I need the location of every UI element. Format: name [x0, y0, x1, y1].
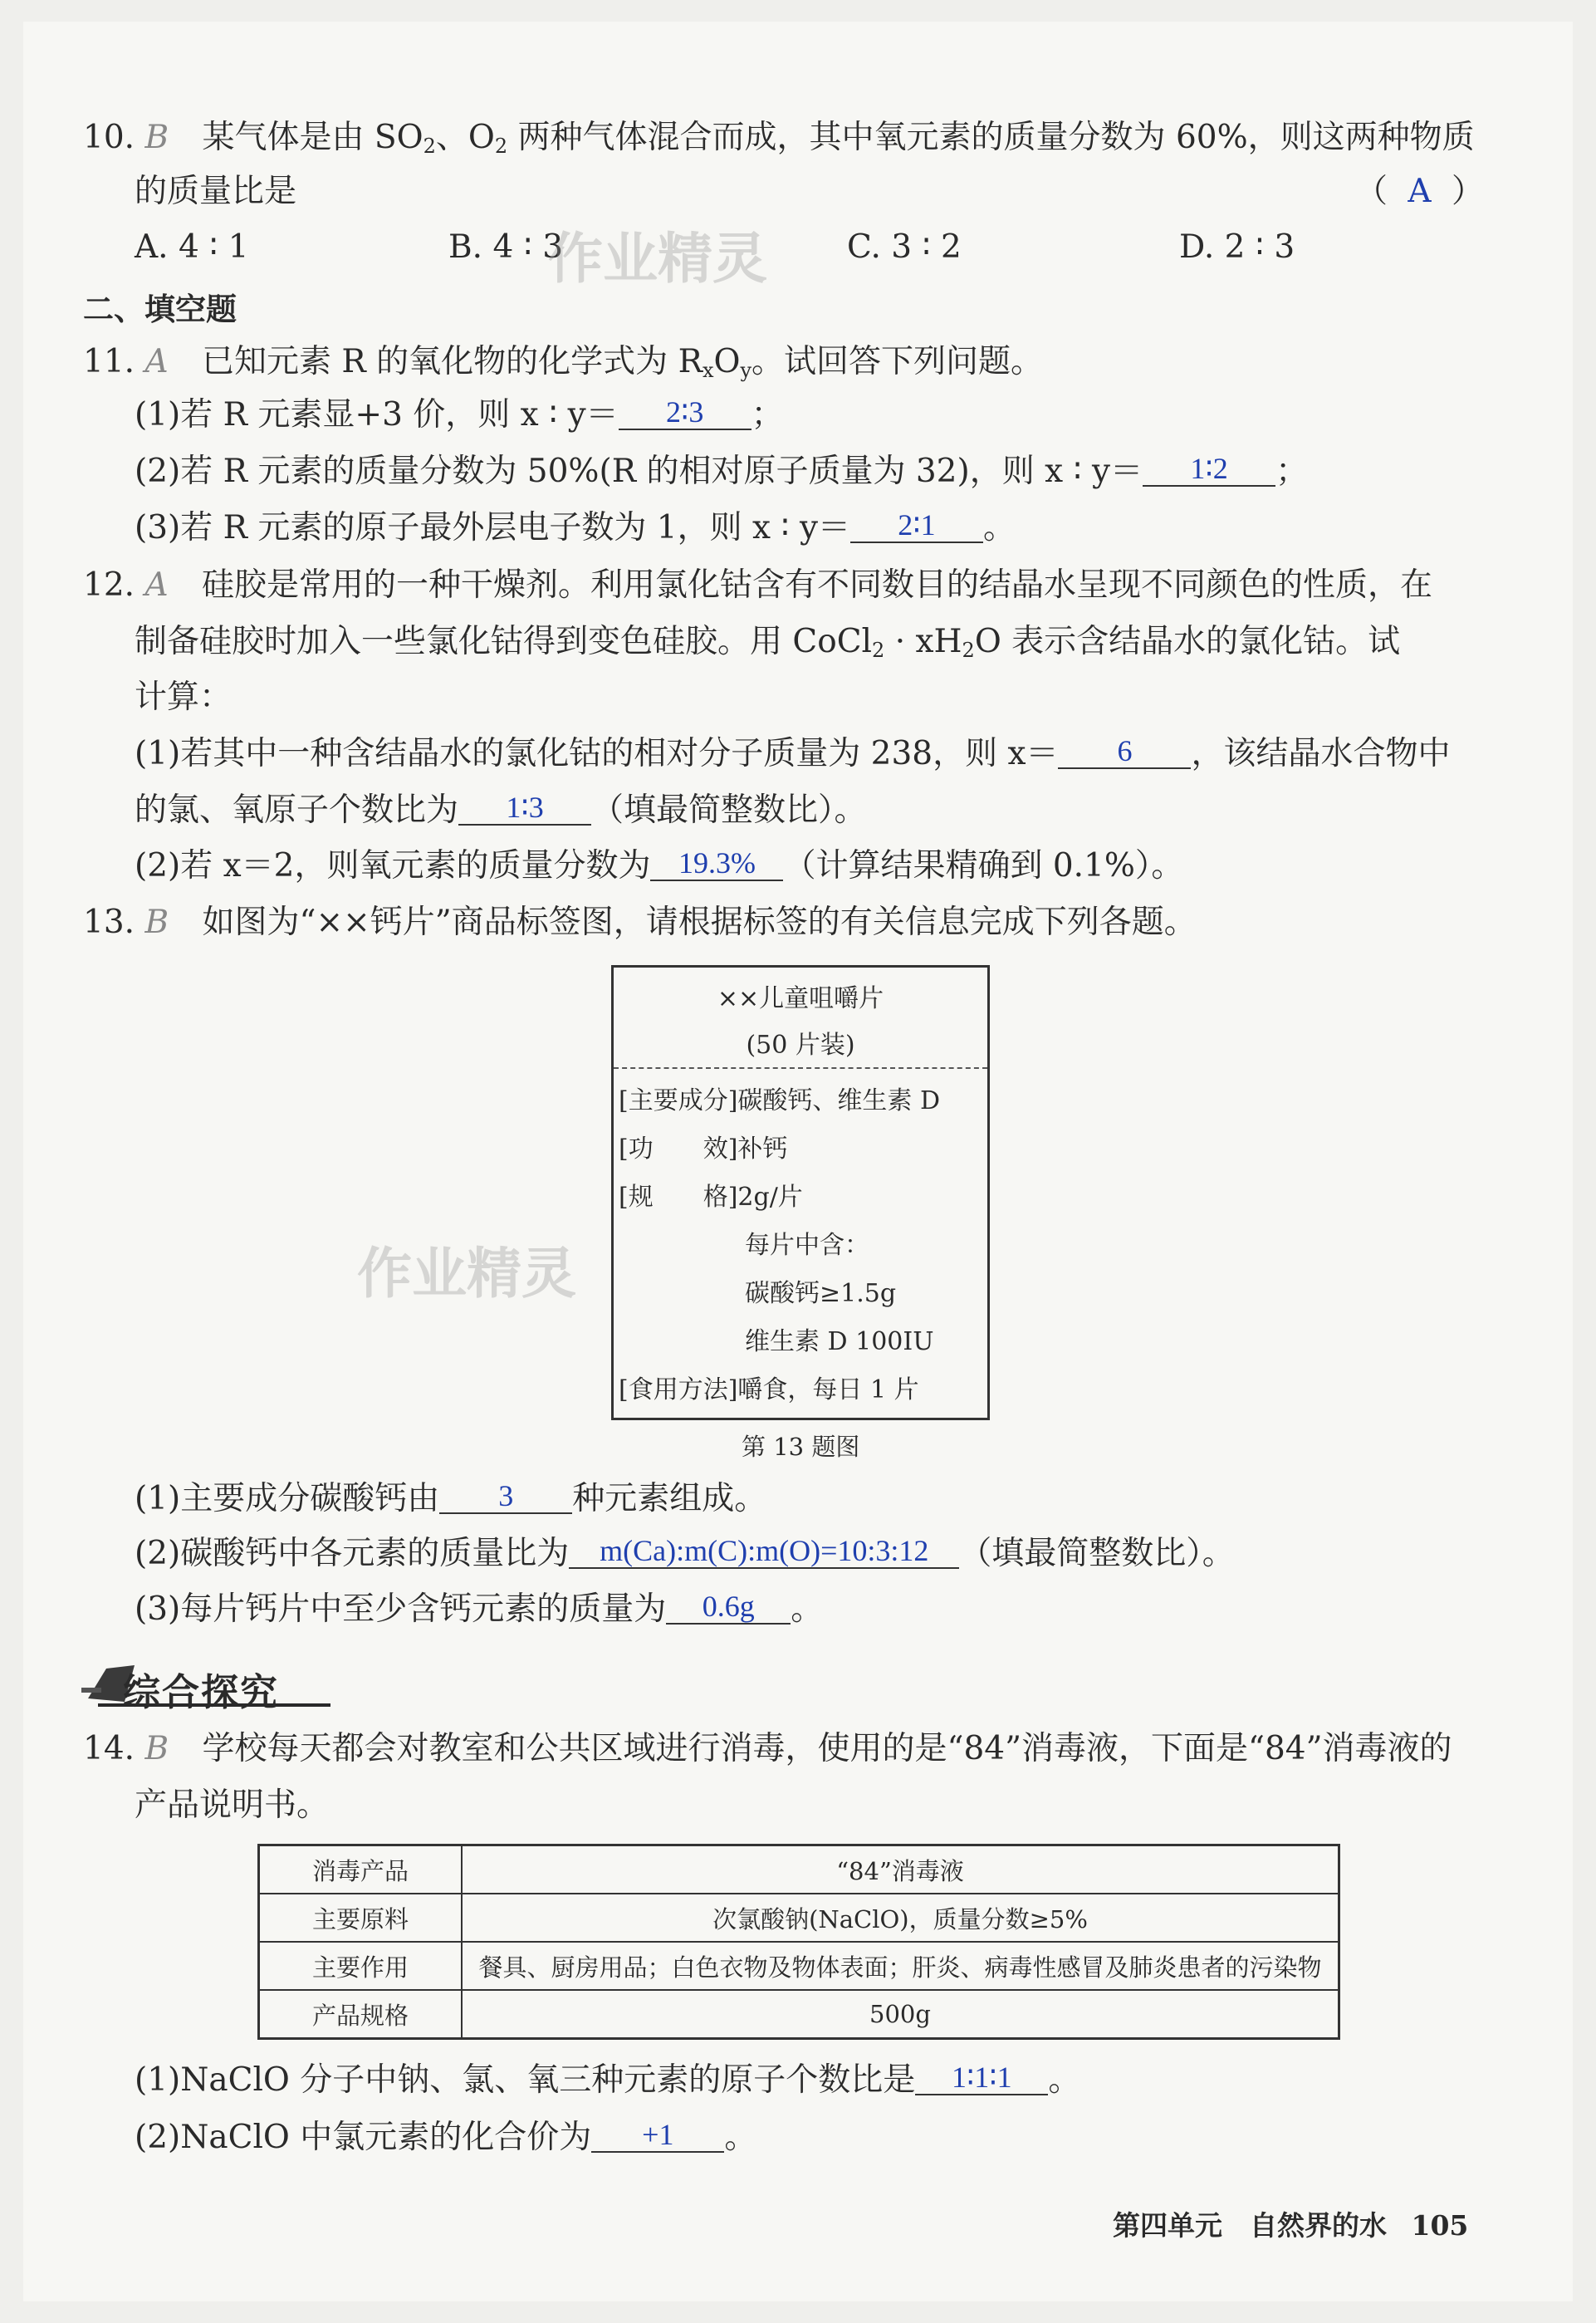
question-text: 硅胶是常用的一种干燥剂。利用氯化钴含有不同数目的结晶水呈现不同颜色的性质，在 — [202, 566, 1433, 604]
table-value: “84”消毒液 — [462, 1845, 1339, 1894]
subscript: 2 — [872, 639, 885, 662]
answer-blank: 0.6g — [666, 1590, 791, 1625]
question-12 — [83, 562, 1432, 609]
table-row — [259, 1942, 1339, 1990]
question-text: 种元素组成。 — [572, 1480, 767, 1517]
question-12-part1-line2 — [135, 787, 867, 834]
watermark: 作业精灵 — [548, 227, 767, 291]
question-number: 13. — [83, 904, 135, 941]
difficulty-grade: B — [144, 1730, 169, 1767]
question-number: 10. — [83, 119, 135, 156]
table-value: 餐具、厨房用品；白色衣物及物体表面；肝炎、病毒性感冒及肺炎患者的污染物 — [462, 1942, 1339, 1990]
label-row: 维生素 D 100IU — [745, 1327, 934, 1356]
label-row: 碳酸钙≥1.5g — [745, 1279, 897, 1308]
question-text: 、O — [435, 119, 495, 156]
difficulty-grade: A — [144, 343, 169, 380]
table-row — [259, 1990, 1339, 2039]
punct: ； — [1275, 453, 1309, 490]
answer-blank: 6 — [1058, 734, 1191, 769]
question-number: 14. — [83, 1730, 135, 1767]
answer-bracket — [1355, 169, 1484, 215]
subscript: x — [702, 359, 714, 382]
question-10 — [83, 115, 1475, 169]
question-text: （填最简整数比）。 — [591, 791, 867, 829]
table-key: 主要作用 — [259, 1942, 463, 1990]
difficulty-grade: A — [144, 566, 169, 604]
subscript: 2 — [962, 639, 975, 662]
page-footer — [1113, 2204, 1468, 2243]
answer-blank: m(Ca):m(C):m(O)=10:3:12 — [569, 1534, 959, 1569]
watermark: 作业精灵 — [357, 1242, 576, 1306]
question-text: (1)若 R 元素显+3 价，则 x ∶ y＝ — [135, 396, 619, 434]
unit-title: 第四单元 自然界的水 — [1113, 2209, 1387, 2242]
question-text: (2)NaClO 中氯元素的化合价为 — [135, 2119, 592, 2156]
bracket-open: （ — [1355, 173, 1388, 210]
question-text: O 表示含结晶水的氯化钴。试 — [974, 623, 1401, 660]
figure-caption: 第 13 题图 — [742, 1433, 860, 1461]
question-number: 12. — [83, 566, 135, 604]
question-text: 学校每天都会对教室和公共区域进行消毒，使用的是“84”消毒液，下面是“84”消毒液的 — [202, 1730, 1452, 1767]
question-text: 已知元素 R 的氧化物的化学式为 R — [202, 343, 703, 380]
question-text: (2)若 R 元素的质量分数为 50%(R 的相对原子质量为 32)，则 x ∶ y＝ — [135, 453, 1143, 490]
question-text: (2)若 x＝2，则氧元素的质量分数为 — [135, 847, 651, 885]
table-key: 主要原料 — [259, 1894, 463, 1942]
table-row — [259, 1845, 1339, 1894]
table-row — [259, 1894, 1339, 1942]
answer-blank: 1∶3 — [458, 791, 591, 826]
question-text: 的氯、氧原子个数比为 — [135, 791, 459, 829]
punct: 。 — [982, 509, 1016, 546]
difficulty-grade: B — [144, 904, 169, 941]
answer-blank: +1 — [591, 2118, 724, 2153]
handwritten-answer: A — [1408, 173, 1432, 210]
answer-blank: 2∶1 — [850, 508, 983, 543]
answer-blank: 2∶3 — [619, 395, 751, 430]
question-11-part3 — [135, 505, 1016, 551]
question-text: 。 — [791, 1590, 824, 1628]
label-row: [主要成分]碳酸钙、维生素 D — [619, 1086, 940, 1115]
question-text: 。试回答下列问题。 — [751, 343, 1044, 380]
product-label-figure — [611, 965, 990, 1420]
table-value: 次氯酸钠(NaClO)，质量分数≥5% — [462, 1894, 1339, 1942]
label-row: [食用方法]嚼食，每日 1 片 — [619, 1375, 919, 1404]
section-title: 综合探究 — [123, 1670, 280, 1714]
question-text: 制备硅胶时加入一些氯化钴得到变色硅胶。用 CoCl — [135, 623, 873, 660]
question-text: 两种气体混合而成，其中氧元素的质量分数为 60%，则这两种物质 — [507, 119, 1475, 156]
question-13 — [83, 899, 1197, 946]
answer-blank: 1∶2 — [1143, 452, 1275, 487]
table-key: 消毒产品 — [259, 1845, 463, 1894]
question-14-part1 — [135, 2057, 1080, 2104]
question-text: (3)每片钙片中至少含钙元素的质量为 — [135, 1590, 667, 1628]
question-14 — [83, 1726, 1452, 1772]
option-b: B. 4 ∶ 3 — [448, 228, 564, 266]
page-number: 105 — [1411, 2209, 1469, 2242]
difficulty-grade: B — [144, 119, 169, 156]
label-title: ××儿童咀嚼片 — [717, 984, 884, 1013]
question-text: (1)主要成分碳酸钙由 — [135, 1480, 440, 1517]
label-divider — [614, 1067, 987, 1069]
product-spec-table — [257, 1844, 1340, 2040]
option-c: C. 3 ∶ 2 — [847, 228, 962, 266]
question-text: ，该结晶水合物中 — [1191, 735, 1451, 772]
bracket-close: ） — [1452, 173, 1485, 210]
question-12-part1 — [135, 731, 1451, 777]
section-banner — [81, 1657, 339, 1715]
question-13-part1 — [135, 1476, 766, 1522]
table-key: 产品规格 — [259, 1990, 463, 2039]
question-10-line2: 的质量比是 — [135, 173, 297, 210]
question-12-line2 — [135, 619, 1400, 674]
label-pack: (50 片装) — [746, 1031, 855, 1060]
subscript: y — [740, 359, 752, 382]
question-text: 如图为“××钙片”商品标签图，请根据标签的有关信息完成下列各题。 — [202, 904, 1197, 941]
question-text: (1)若其中一种含结晶水的氯化钴的相对分子质量为 238，则 x＝ — [135, 735, 1059, 772]
table-value: 500g — [462, 1990, 1339, 2039]
question-11 — [83, 339, 1043, 394]
label-row: [功 效]补钙 — [619, 1135, 788, 1164]
subscript: 2 — [423, 135, 436, 158]
question-text: · xH — [884, 623, 962, 660]
option-a: A. 4 ∶ 1 — [135, 228, 249, 266]
punct: ； — [751, 396, 784, 434]
label-row: [规 格]2g/片 — [619, 1183, 803, 1212]
subscript: 2 — [494, 135, 508, 158]
question-11-part2 — [135, 448, 1308, 495]
question-11-part1 — [135, 392, 784, 439]
question-text: (1)NaClO 分子中钠、氯、氧三种元素的原子个数比是 — [135, 2061, 916, 2099]
question-text: (2)碳酸钙中各元素的质量比为 — [135, 1535, 570, 1572]
question-13-part2 — [135, 1531, 1235, 1577]
section-title: 二、填空题 — [83, 292, 237, 327]
question-12-line3: 计算： — [135, 679, 233, 716]
question-text: 。 — [724, 2119, 757, 2156]
question-text: 。 — [1048, 2061, 1081, 2099]
label-row: 每片中含： — [745, 1231, 869, 1260]
question-number: 11. — [83, 343, 135, 380]
question-13-part3 — [135, 1586, 823, 1633]
question-text: （计算结果精确到 0.1%）。 — [783, 847, 1184, 885]
question-14-line2: 产品说明书。 — [135, 1786, 330, 1824]
question-14-part2 — [135, 2115, 756, 2161]
answer-blank: 3 — [439, 1479, 572, 1514]
question-text: (3)若 R 元素的原子最外层电子数为 1，则 x ∶ y＝ — [135, 509, 850, 546]
answer-blank: 1∶1∶1 — [915, 2061, 1048, 2095]
option-d: D. 2 ∶ 3 — [1179, 228, 1295, 266]
question-text: 某气体是由 SO — [202, 119, 423, 156]
question-text: （填最简整数比）。 — [959, 1535, 1235, 1572]
answer-blank: 19.3% — [650, 846, 783, 881]
question-12-part2 — [135, 843, 1183, 890]
question-text: O — [713, 343, 741, 380]
